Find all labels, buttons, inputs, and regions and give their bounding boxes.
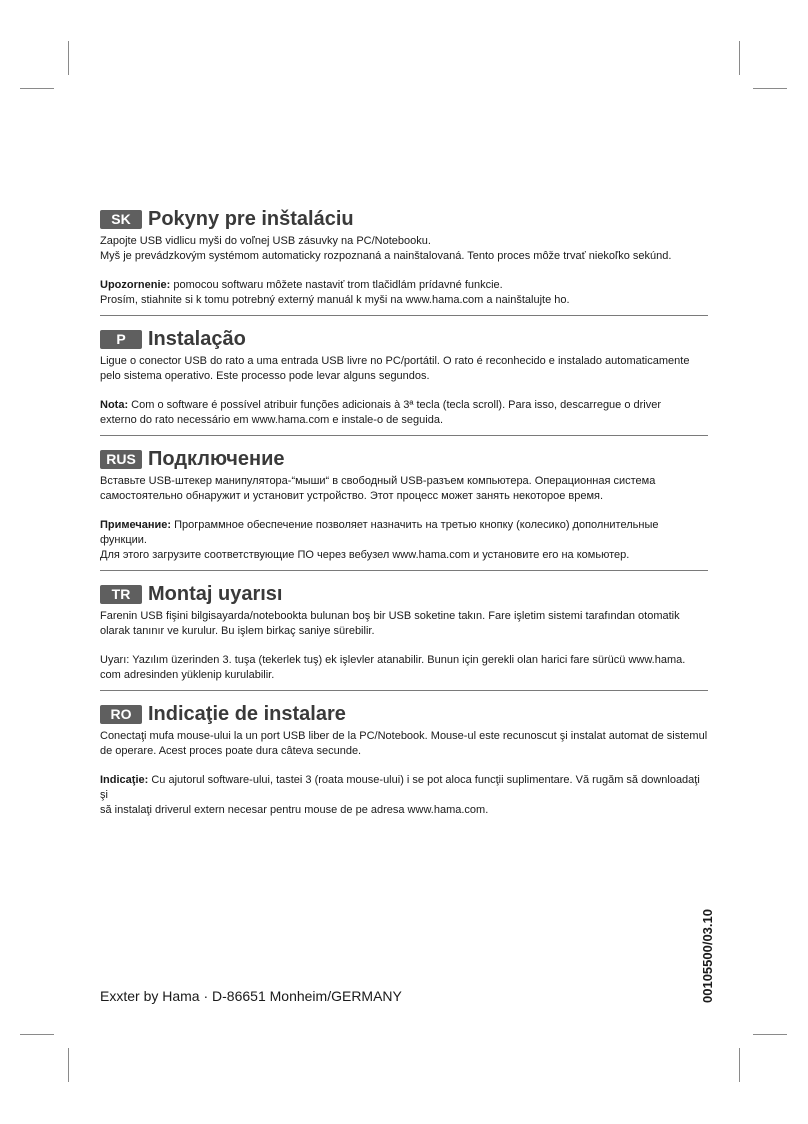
instruction-text: Zapojte USB vidlicu myši do voľnej USB zásuvky na PC/Notebooku. Myš je prevádzkovým systémom automaticky rozpoznaná a nainštalovaná. Tento proces môže trvať niekoľko sekúnd. <box>100 235 672 262</box>
section-p <box>100 324 708 436</box>
crop-mark <box>753 88 787 89</box>
section-ro <box>100 699 708 825</box>
instruction-text: Conectaţi mufa mouse-ului la un port USB liber de la PC/Notebook. Mouse-ul este recunoscut şi instalat automat de sistemul de operare. Acest proces poate dura câteva secunde. <box>100 730 708 757</box>
section-title: Pokyny pre inštaláciu <box>148 207 354 230</box>
note-text: Uyarı: Yazılım üzerinden 3. tuşa (tekerlek tuş) ek işlevler atanabilir. Bunun için gerekli olan harici fare sürücü www.hama. com adresinden yüklenip kurulabilir. <box>100 654 686 681</box>
crop-mark <box>739 1048 740 1082</box>
language-badge: TR <box>100 585 142 604</box>
note-text: Indicaţie: Cu ajutorul software-ului, tastei 3 (roata mouse-ului) i se pot aloca funcţii suplimentare. Vă rugăm să downloadaţi şi să instalaţi driverul extern necesar pentru mouse de pe adresa www.hama.com. <box>100 774 700 816</box>
section-title: Indicaţie de instalare <box>148 702 346 725</box>
crop-mark <box>68 41 69 75</box>
note-text: Примечание: Программное обеспечение позволяет назначить на третью кнопку (колесико) дополнительные функции. Для этого загрузите соответствующие ПО через вебузел www.hama.com и установите его на комьютер. <box>100 519 659 561</box>
section-heading <box>100 699 708 729</box>
note-label: Примечание: <box>100 519 172 531</box>
section-tr <box>100 579 708 691</box>
section-rus <box>100 444 708 571</box>
instruction-text: Ligue o conector USB do rato a uma entrada USB livre no PC/portátil. O rato é reconhecido e instalado automaticamente pelo sistema operativo. Este processo pode levar alguns segundos. <box>100 355 690 382</box>
document-code: 00105500/03.10 <box>700 909 715 1003</box>
section-heading <box>100 324 708 354</box>
crop-mark <box>753 1034 787 1035</box>
language-badge: RUS <box>100 450 142 469</box>
section-title: Montaj uyarısı <box>148 582 283 605</box>
instruction-text: Farenin USB fişini bilgisayarda/notebookta bulunan boş bir USB soketine takın. Fare işletim sistemi tarafından otomatik olarak tanınır ve kurulur. Bu işlem birkaç saniye sürebilir. <box>100 610 680 637</box>
language-badge: SK <box>100 210 142 229</box>
note-text: Upozornenie: pomocou softwaru môžete nastaviť trom tlačidlám prídavné funkcie. Prosím, stiahnite si k tomu potrebný externý manuál k myši na www.hama.com a nainštalujte ho. <box>100 279 570 306</box>
section-heading <box>100 204 708 234</box>
crop-mark <box>20 1034 54 1035</box>
section-heading <box>100 444 708 474</box>
language-badge: P <box>100 330 142 349</box>
instruction-text: Вставьте USB-штекер манипулятора-“мыши“ в свободный USB-разъем компьютера. Операционная система самостоятельно обнаружит и установит устройство. Этот процесс может занять некоторое время. <box>100 475 656 502</box>
instructions-content <box>100 204 708 833</box>
note-label: Nota: <box>100 399 129 411</box>
section-sk <box>100 204 708 316</box>
note-text: Nota: Com o software é possível atribuir funções adicionais à 3ª tecla (tecla scroll). Para isso, descarregue o driver externo do rato necessário em www.hama.com e instale-o de seguida. <box>100 399 662 426</box>
note-label: Indicaţie: <box>100 774 149 786</box>
section-heading <box>100 579 708 609</box>
crop-mark <box>20 88 54 89</box>
crop-mark <box>739 41 740 75</box>
section-title: Instalação <box>148 327 246 350</box>
footer-address: Exxter by Hama · D-86651 Monheim/GERMANY <box>100 988 402 1004</box>
crop-mark <box>68 1048 69 1082</box>
language-badge: RO <box>100 705 142 724</box>
section-title: Подключение <box>148 447 285 470</box>
note-label: Upozornenie: <box>100 279 171 291</box>
